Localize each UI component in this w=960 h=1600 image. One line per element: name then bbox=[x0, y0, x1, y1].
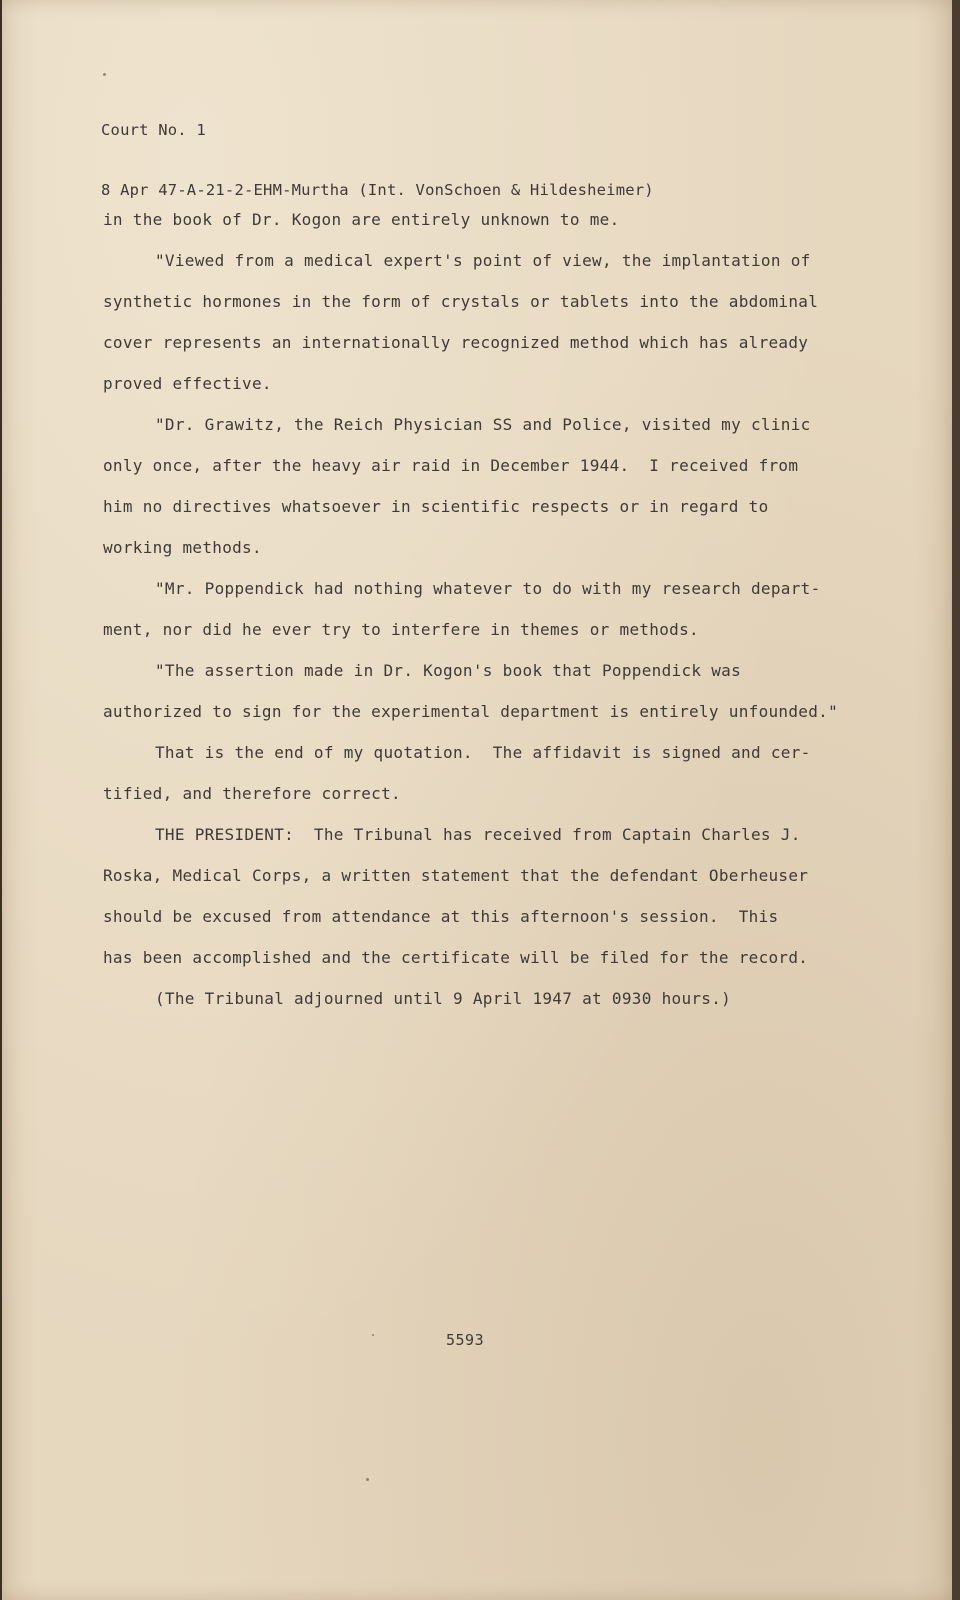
transcript-body bbox=[103, 199, 863, 1019]
transcript-line: proved effective. bbox=[103, 374, 272, 393]
transcript-line: (The Tribunal adjourned until 9 April 1947 at 0930 hours.) bbox=[155, 989, 732, 1008]
transcript-line: "The assertion made in Dr. Kogon's book that Poppendick was bbox=[155, 661, 742, 680]
transcript-line: synthetic hormones in the form of crystals or tablets into the abdominal bbox=[103, 292, 819, 311]
paper-speck bbox=[372, 1334, 374, 1336]
transcript-line: authorized to sign for the experimental department is entirely unfounded." bbox=[103, 702, 839, 721]
transcript-line: should be excused from attendance at this afternoon's session. This bbox=[103, 907, 779, 926]
transcript-line: ment, nor did he ever try to interfere in themes or methods. bbox=[103, 620, 699, 639]
transcript-line: tified, and therefore correct. bbox=[103, 784, 401, 803]
transcript-line: That is the end of my quotation. The affidavit is signed and cer- bbox=[155, 743, 811, 762]
transcript-line: working methods. bbox=[103, 538, 262, 557]
document-page bbox=[2, 0, 952, 1600]
court-label: Court No. 1 bbox=[101, 121, 206, 139]
transcript-line: has been accomplished and the certificate will be filed for the record. bbox=[103, 948, 809, 967]
transcript-line: only once, after the heavy air raid in December 1944. I received from bbox=[103, 456, 799, 475]
transcript-line: "Mr. Poppendick had nothing whatever to do with my research depart- bbox=[155, 579, 821, 598]
page-edge-shadow bbox=[952, 0, 960, 1600]
transcript-line: cover represents an internationally recognized method which has already bbox=[103, 333, 809, 352]
transcript-reference: 8 Apr 47-A-21-2-EHM-Murtha (Int. VonSchoen & Hildesheimer) bbox=[101, 181, 654, 199]
transcript-line: in the book of Dr. Kogon are entirely unknown to me. bbox=[103, 210, 620, 229]
transcript-line: "Dr. Grawitz, the Reich Physician SS and Police, visited my clinic bbox=[155, 415, 811, 434]
page-number: 5593 bbox=[446, 1331, 485, 1349]
paper-speck bbox=[366, 1478, 369, 1481]
transcript-line: him no directives whatsoever in scientific respects or in regard to bbox=[103, 497, 769, 516]
transcript-line: THE PRESIDENT: The Tribunal has received from Captain Charles J. bbox=[155, 825, 801, 844]
transcript-line: Roska, Medical Corps, a written statement that the defendant Oberheuser bbox=[103, 866, 809, 885]
paper-speck bbox=[103, 73, 106, 76]
transcript-line: "Viewed from a medical expert's point of view, the implantation of bbox=[155, 251, 811, 270]
